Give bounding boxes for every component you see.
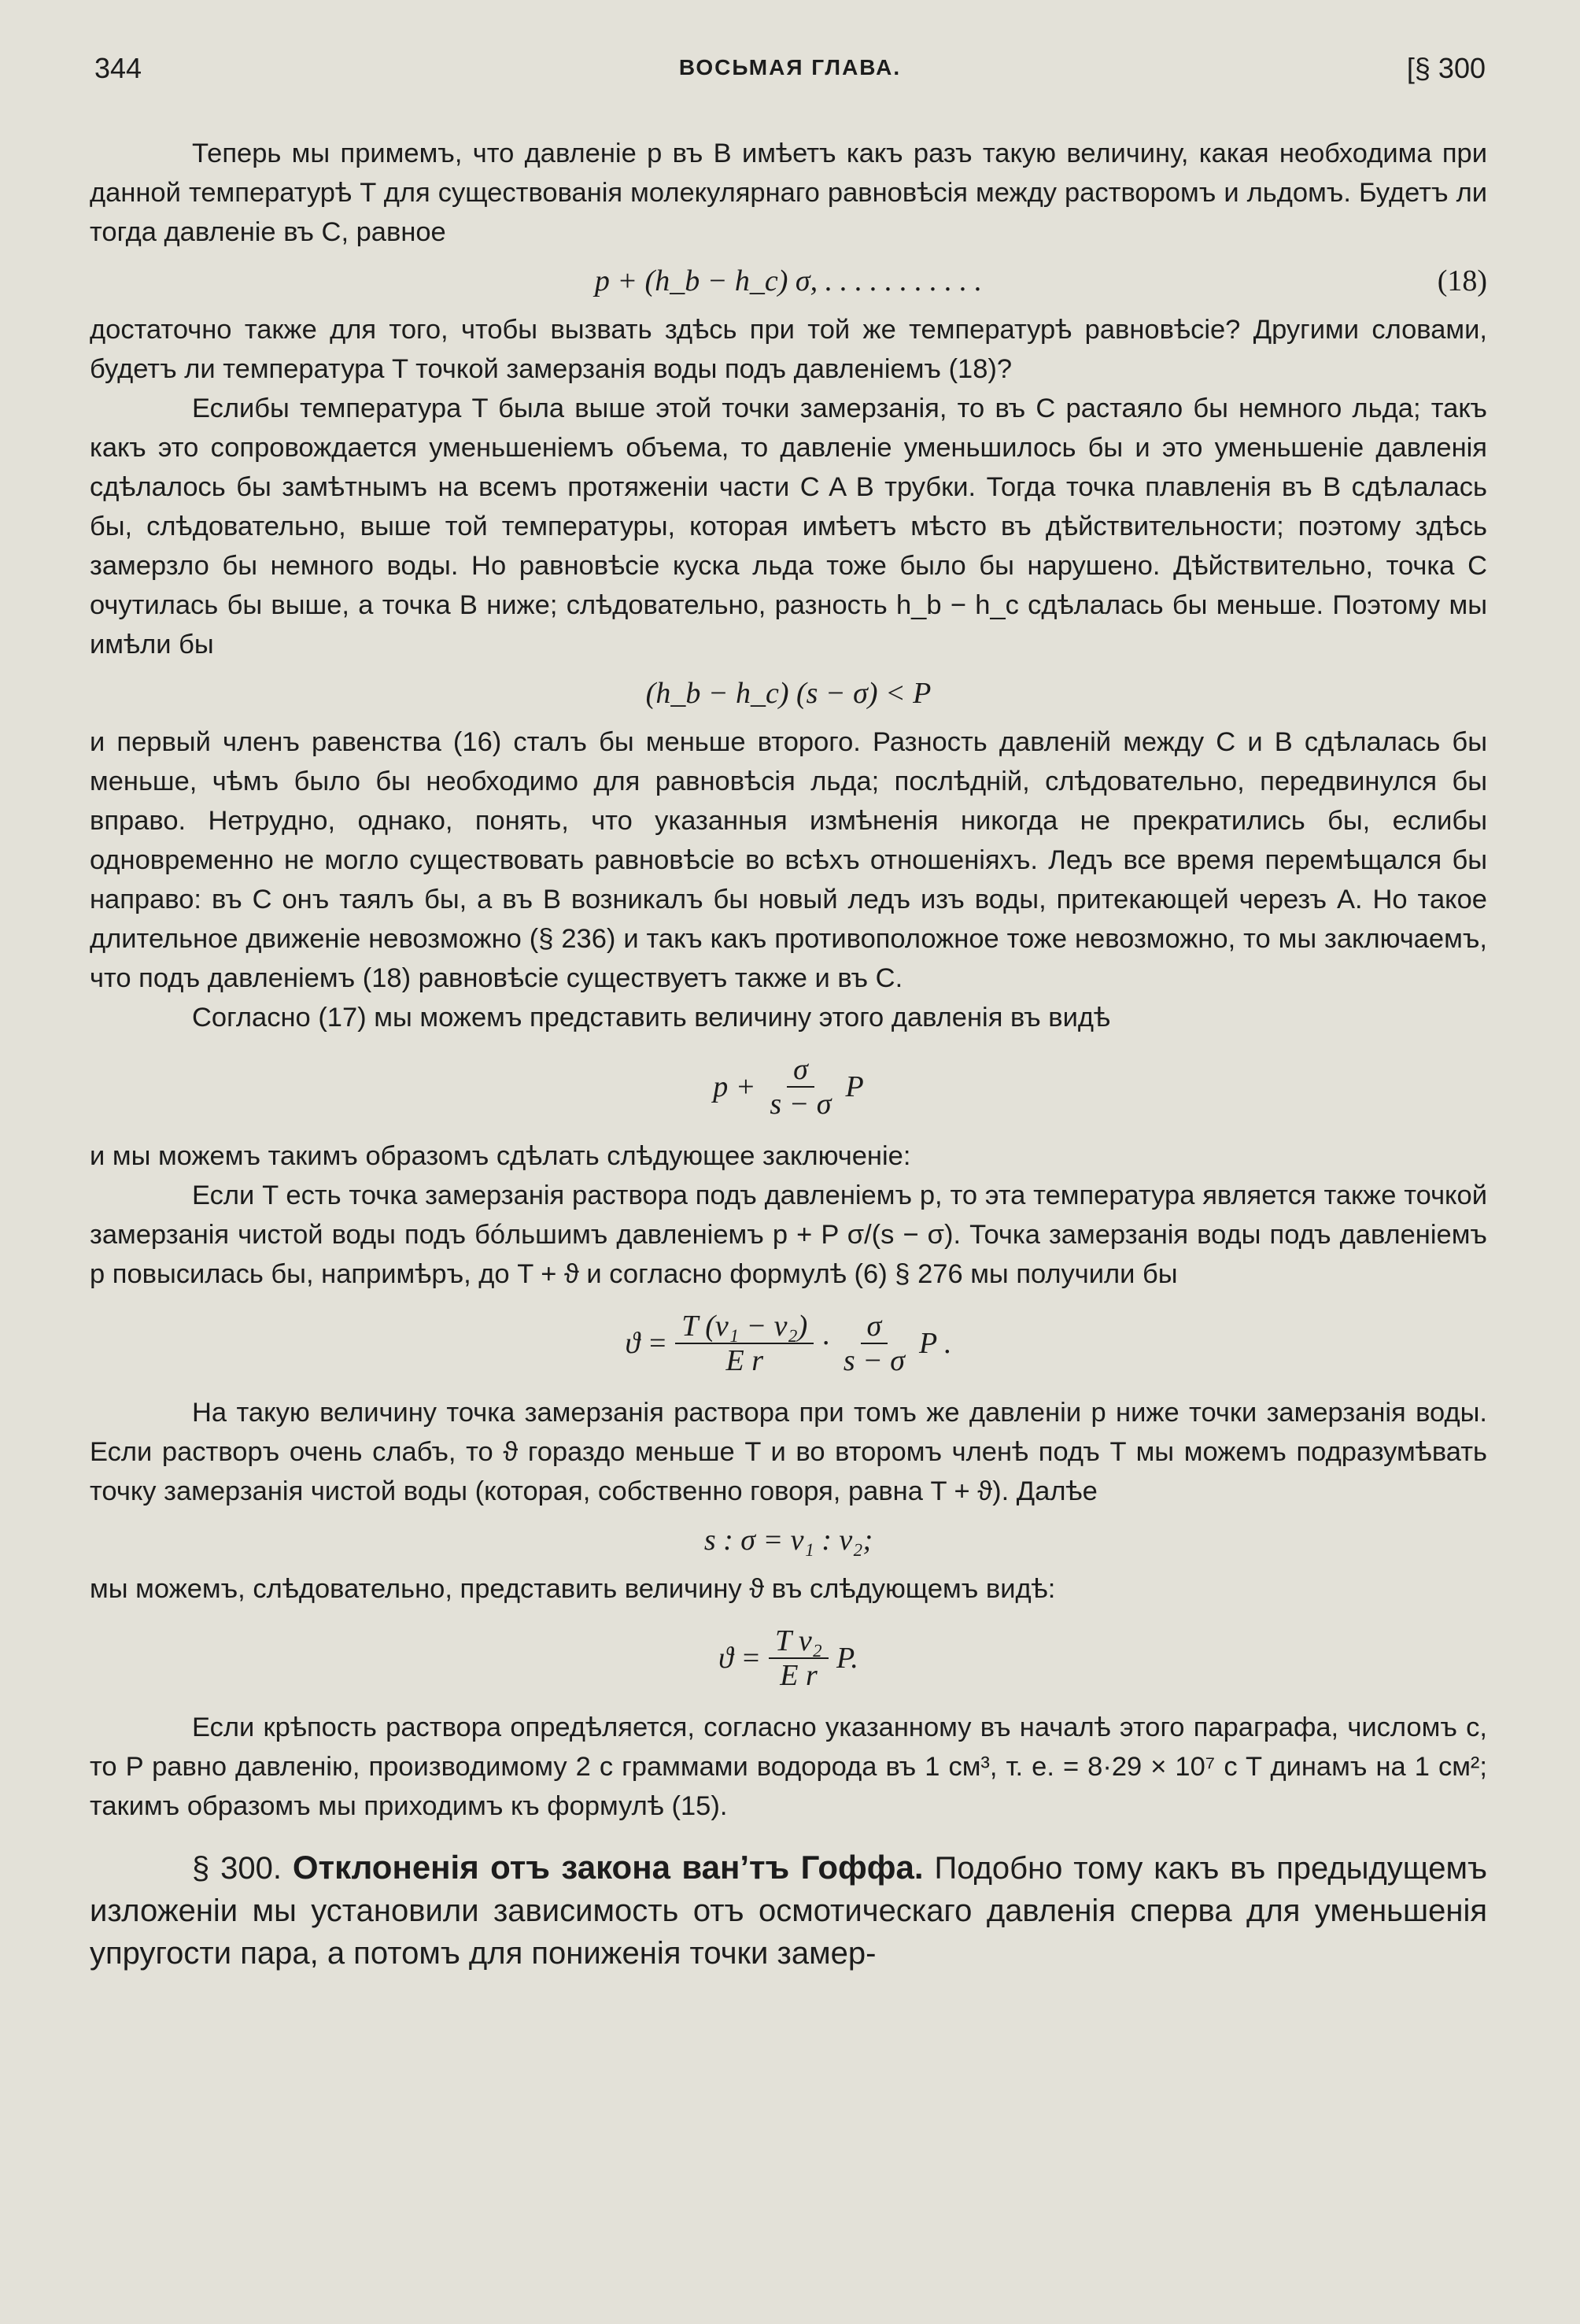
denominator: E r xyxy=(725,1344,764,1377)
section-reference: [§ 300 xyxy=(1406,52,1486,84)
inequality: (h_b − h_c) (s − σ) < P xyxy=(645,677,932,710)
denominator: s − σ xyxy=(843,1344,905,1377)
paragraph: и первый членъ равенства (16) сталъ бы меньше второго. Разность давленій между C и B сдѣлалась бы меньше, чѣмъ было бы необходимо для равновѣсія льда; послѣдній, слѣдовательно, передвинулся бы вправо. Нетрудно, однако, понять, что указанныя измѣненія никогда не прекратились бы, еслибы одновременно не могло существовать равновѣсіе во всѣхъ отношеніяхъ. Ледъ все время перемѣщался бы направо: въ C онъ таялъ бы, а въ B возникалъ бы новый ледъ изъ воды, притекающей черезъ A. Но такое длительное движеніе невозможно (§ 236) и такъ какъ противоположное тоже невозможно, то мы заключаемъ, что подъ давленіемъ (18) равновѣсіе существуетъ также и въ C. xyxy=(90,727,1487,993)
numerator: T (v₁ − v₂) xyxy=(675,1310,814,1344)
formula-lhs: ϑ = xyxy=(718,1642,761,1675)
paragraph: Если крѣпость раствора опредѣляется, согласно указанному въ началѣ этого параграфа, числомъ c, то P равно давленію, производимому 2 c граммами водорода въ 1 см³, т. е. = 8·29 × 10⁷ c T динамъ на 1 см²; такимъ образомъ мы приходимъ къ формулѣ (15). xyxy=(90,1713,1487,1821)
section-300 xyxy=(90,1846,1487,1975)
denominator: s − σ xyxy=(770,1088,832,1121)
section-heading: Отклоненія отъ закона ванʼтъ Гоффа. xyxy=(292,1849,924,1886)
fraction xyxy=(769,1624,829,1692)
formula-lhs: p + xyxy=(713,1070,756,1103)
formula-rhs: P . xyxy=(919,1327,952,1360)
equation-18 xyxy=(90,255,1487,307)
page-body xyxy=(90,134,1487,1975)
numerator: σ xyxy=(787,1053,814,1088)
theta-simplified-formula xyxy=(90,1615,1487,1701)
denominator: E r xyxy=(780,1659,818,1692)
pressure-formula xyxy=(90,1044,1487,1130)
theta-formula xyxy=(90,1300,1487,1387)
paragraph: Если T есть точка замерзанія раствора подъ давленіемъ p, то эта температура является также точкой замерзанія чистой воды подъ бóльшимъ давленіемъ p + P σ/(s − σ). Точка замерзанія воды подъ давленіемъ p повысилась бы, напримѣръ, до T + ϑ и согласно формулѣ (6) § 276 мы получили бы xyxy=(90,1180,1487,1289)
paragraph: Согласно (17) мы можемъ представить величину этого давленія въ видѣ xyxy=(192,1003,1111,1033)
paragraph: Еслибы температура T была выше этой точки замерзанія, то въ C растаяло бы немного льда; такъ какъ это сопровождается уменьшеніемъ объема, то давленіе уменьшилось бы и это уменьшеніе давленія сдѣлалось бы замѣтнымъ на всемъ протяженіи части C A B трубки. Тогда точка плавленія въ B сдѣлалась бы, слѣдовательно, выше той температуры, которая имѣетъ мѣсто въ дѣйствительности; поэтому здѣсь замерзло бы немного воды. Но равновѣсіе куска льда тоже было бы нарушено. Дѣйствительно, точка C очутилась бы выше, а точка B ниже; слѣдовательно, разность h_b − h_c сдѣлалась бы меньше. Поэтому мы имѣли бы xyxy=(90,393,1487,660)
page-header xyxy=(94,52,1486,91)
formula-rhs: P. xyxy=(836,1642,858,1675)
paragraph: и мы можемъ такимъ образомъ сдѣлать слѣдующее заключеніе: xyxy=(90,1141,911,1171)
section-paragraph xyxy=(90,1846,1487,1975)
numerator: σ xyxy=(861,1310,888,1344)
ratio-equation: s : σ = v₁ : v₂; xyxy=(703,1524,873,1557)
numerator: T v₂ xyxy=(769,1624,829,1659)
equation-label: (18) xyxy=(1437,264,1487,297)
paragraph: мы можемъ, слѣдовательно, представить величину ϑ въ слѣдующемъ видѣ: xyxy=(90,1574,1056,1604)
section-number: § 300. xyxy=(192,1851,282,1886)
paragraph: Теперь мы примемъ, что давленіе p въ B имѣетъ какъ разъ такую величину, какая необходима при данной температурѣ T для существованія молекулярнаго равновѣсія между растворомъ и льдомъ. Будетъ ли тогда давленіе въ C, равное xyxy=(90,139,1487,247)
multiplication-dot: · xyxy=(821,1327,829,1360)
paragraph: достаточно также для того, чтобы вызвать здѣсь при той же температурѣ равновѣсіе? Другими словами, будетъ ли температура T точкой замерзанія воды подъ давленіемъ (18)? xyxy=(90,315,1487,384)
equation-expression: p + (h_b − h_c) σ, . . . . . . . . . . . xyxy=(594,264,983,297)
fraction xyxy=(763,1053,837,1121)
chapter-title: ВОСЬМАЯ ГЛАВА. xyxy=(678,55,902,79)
formula-rhs: P xyxy=(845,1070,864,1103)
page-number: 344 xyxy=(94,52,142,84)
formula-lhs: ϑ = xyxy=(625,1327,668,1360)
section-text: Подобно тому какъ въ предыдущемъ изложеніи мы установили зависимость отъ осмотическаго давленія сперва для уменьшенія упругости пара, а потомъ для пониженія точки замер- xyxy=(90,1851,1487,1971)
fraction xyxy=(675,1310,814,1377)
fraction xyxy=(837,1310,911,1377)
paragraph: На такую величину точка замерзанія раствора при томъ же давленіи p ниже точки замерзанія воды. Если растворъ очень слабъ, то ϑ гораздо меньше T и во второмъ членѣ подъ T мы можемъ подразумѣвать точку замерзанія чистой воды (которая, собственно говоря, равна T + ϑ). Далѣе xyxy=(90,1398,1487,1506)
